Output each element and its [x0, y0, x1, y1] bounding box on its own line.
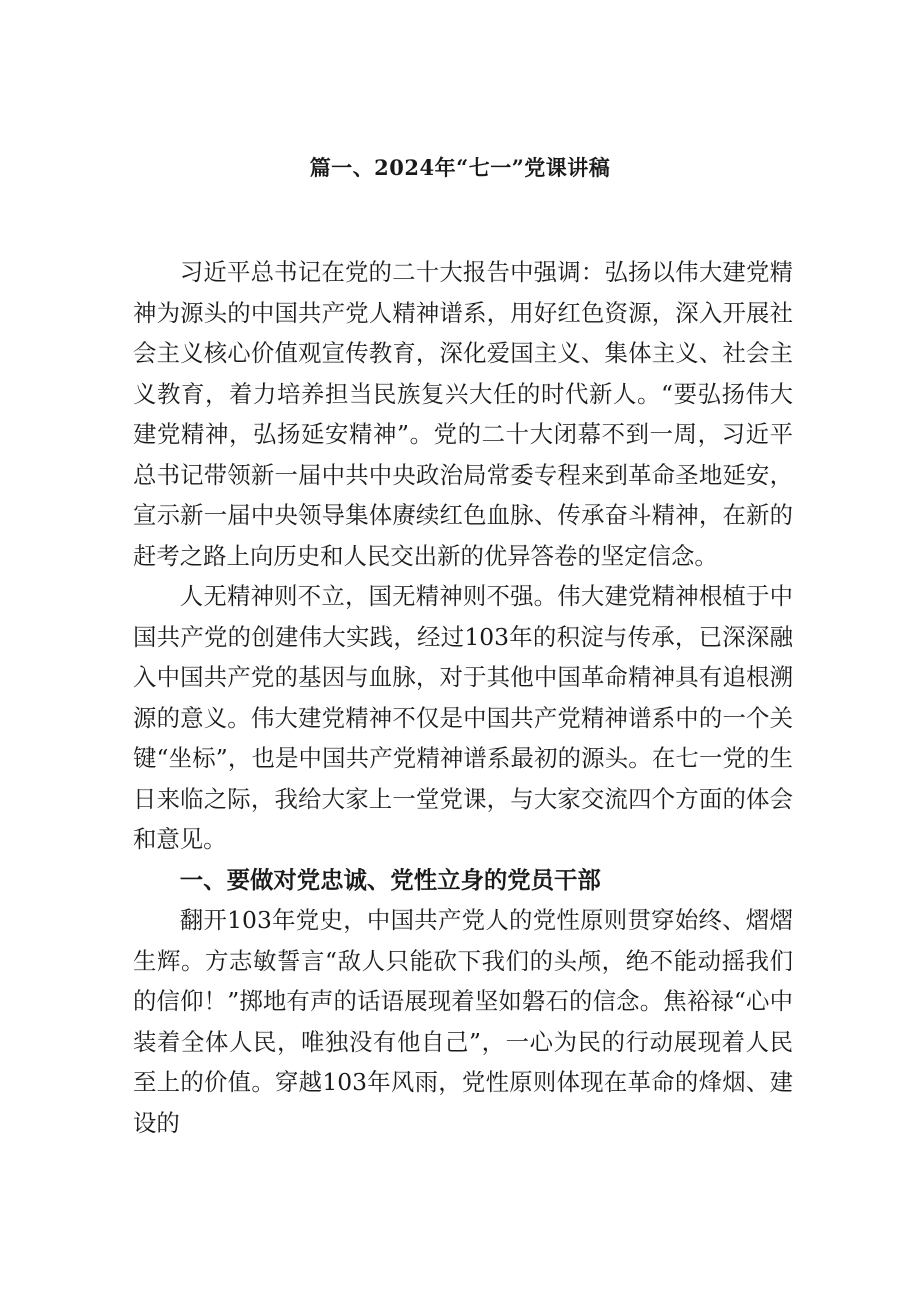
section-paragraph: 翻开103年党史，中国共产党人的党性原则贯穿始终、熠熠生辉。方志敏誓言“敌人只能砍下我们的头颅，绝不能动摇我们的信仰！”掷地有声的话语展现着坚如磐石的信念。焦裕禄“心中装着全体人民，唯独没有他自己”，一心为民的行动展现着人民至上的价值。穿越103年风雨，党性原则体现在革命的烽烟、建设的 — [133, 906, 793, 1137]
document-title: 篇一、2024年“七一”党课讲稿 — [309, 155, 611, 180]
section-heading: 一、要做对党忠诚、党性立身的党员干部 — [179, 865, 601, 894]
paragraph-1: 习近平总书记在党的二十大报告中强调：弘扬以伟大建党精神为源头的中国共产党人精神谱系，用好红色资源，深入开展社会主义核心价值观宣传教育，深化爱国主义、集体主义、社会主义教育，着力培养担当民族复兴大任的时代新人。“要弘扬伟大建党精神，弘扬延安精神”。党的二十大闭幕不到一周，习近平总书记带领新一届中共中央政治局常委专程来到革命圣地延安，宣示新一届中央领导集体赓续红色血脉、传承奋斗精神，在新的赶考之路上向历史和人民交出新的优异答卷的坚定信念。 — [133, 258, 793, 570]
document-body — [133, 252, 793, 1143]
paragraph-2: 人无精神则不立，国无精神则不强。伟大建党精神根植于中国共产党的创建伟大实践，经过103年的积淀与传承，已深深融入中国共产党的基因与血脉，对于其他中国革命精神具有追根溯源的意义。伟大建党精神不仅是中国共产党精神谱系中的一个关键“坐标”，也是中国共产党精神谱系最初的源头。在七一党的生日来临之际，我给大家上一堂党课，与大家交流四个方面的体会和意见。 — [133, 582, 793, 853]
